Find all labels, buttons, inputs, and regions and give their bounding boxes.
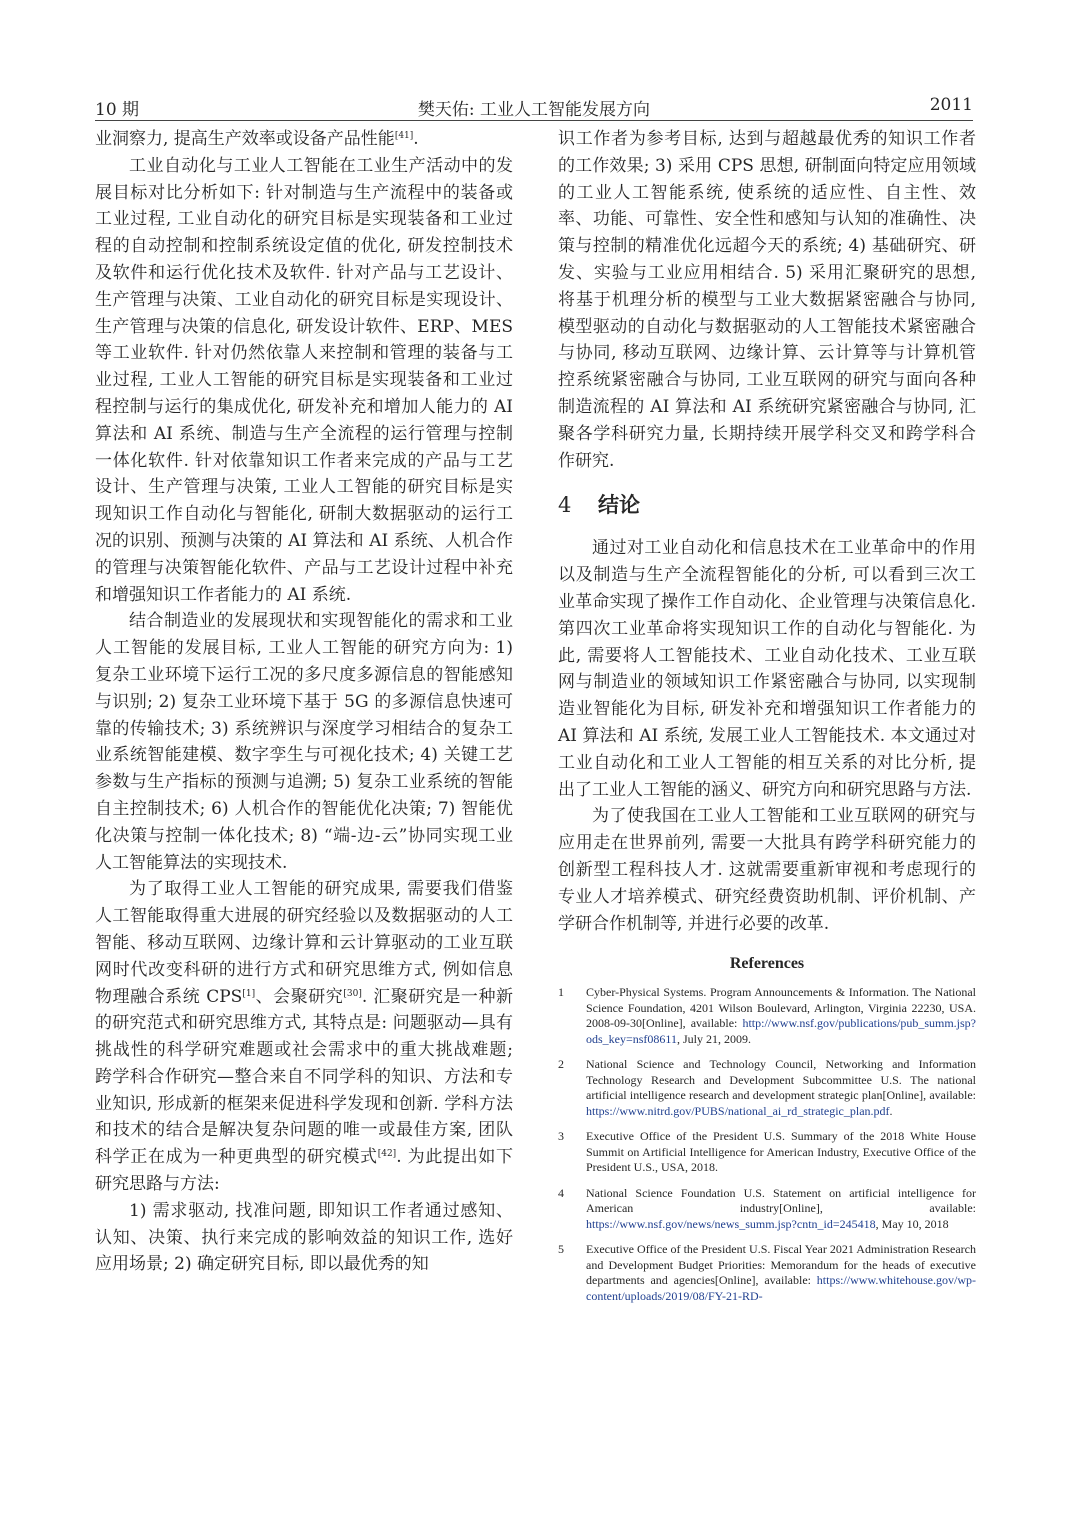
citation: [41] xyxy=(394,131,414,141)
reference-item: 3 Executive Office of the President U.S. Summary of the 2018 White House Summit on Artificial Intelligence for American Industry, Executive Office of the President U.S., USA, 2018. xyxy=(558,1129,976,1175)
reference-item: 4 National Science Foundation U.S. Statement on artificial intelligence for American industry[Online], available: https://www.nsf.gov/news/news_summ.jsp?cntn_id=245418, May 10, 2018 xyxy=(558,1185,976,1231)
reference-list xyxy=(558,985,976,1304)
paragraph: 结合制造业的发展现状和实现智能化的需求和工业人工智能的发展目标, 工业人工智能的研究方向为: 1) 复杂工业环境下运行工况的多尺度多源信息的智能感知与识别; 2) 复杂工业环境下基于 5G 的多源信息快速可靠的传输技术; 3) 系统辨识与深度学习相结合的复杂工业系统智能建模、数字孪生与可视化技术; 4) 关键工艺参数与生产指标的预测与追溯; 5) 复杂工业系统的智能自主控制技术; 6) 人机合作的智能优化决策; 7) 智能优化决策与控制一体化技术; 8) “端-边-云”协同实现工业人工智能算法的实现技术. xyxy=(95,611,513,873)
page-header xyxy=(95,95,973,119)
issue-label: 10 期 xyxy=(95,100,140,120)
section-title: 结论 xyxy=(598,492,640,518)
citation: [42] xyxy=(377,1149,397,1160)
paragraph: 通过对工业自动化和信息技术在工业革命中的作用以及制造与生产全流程智能化的分析, 可以看到三次工业革命实现了操作工作自动化、企业管理与决策信息化. 第四次工业革命将实现知识工作的自动化与智能化. 为此, 需要将人工智能技术、工业自动化技术、工业互联网与制造业的领域知识工作紧密融合与协同, 以实现制造业智能化为目标, 研发补充和增强知识工作者能力的 AI 算法和 AI 系统, 发展工业人工智能技术. 本文通过对工业自动化和工业人工智能的相互关系的对比分析, 提出了工业人工智能的涵义、研究方向和研究思路与方法. xyxy=(558,538,976,800)
reference-link[interactable]: https://www.nsf.gov/news/news_summ.jsp?cntn_id=245418 xyxy=(586,1216,876,1231)
reference-number: 2 xyxy=(558,1057,564,1072)
reference-link[interactable]: https://www.whitehouse.gov/wp-content/uploads/2019/08/FY-21-RD- xyxy=(586,1273,976,1303)
reference-number: 3 xyxy=(558,1129,564,1144)
left-column xyxy=(95,126,513,1278)
citation: [30] xyxy=(343,988,362,999)
section-number: 4 xyxy=(558,493,572,518)
reference-number: 5 xyxy=(558,1242,564,1257)
paragraph: 业洞察力, 提高生产效率或设备产品性能[41]. xyxy=(95,129,419,149)
section-heading xyxy=(558,483,976,527)
reference-number: 4 xyxy=(558,1185,564,1200)
citation: [1] xyxy=(242,988,256,999)
paragraph: 为了取得工业人工智能的研究成果, 需要我们借鉴人工智能取得重大进展的研究经验以及数据驱动的人工智能、移动互联网、边缘计算和云计算驱动的工业互联网时代改变科研的进行方式和研究思维方式, 例如信息物理融合系统 CPS[1]、会聚研究[30]. 汇聚研究是一种新的研究范式和研究思维方式, 其特点是: 问题驱动—具有挑战性的科学研究难题或社会需求中的重大挑战难题; 跨学科合作研究—整合来自不同学科的知识、方法和专业知识, 形成新的框架来促进科学发现和创新. 学科方法和技术的结合是解决复杂问题的唯一或最佳方案, 团队科学正在成为一种更典型的研究模式[42]. 为此提出如下研究思路与方法: xyxy=(95,879,514,1195)
paragraph: 识工作者为参考目标, 达到与超越最优秀的知识工作者的工作效果; 3) 采用 CPS 思想, 研制面向特定应用领域的工业人工智能系统, 使系统的适应性、自主性、效率、功能、可靠性、安全性和感知与认知的准确性、决策与控制的精准优化远超今天的系统; 4) 基础研究、研发、实验与工业应用相结合. 5) 采用汇聚研究的思想, 将基于机理分析的模型与工业大数据紧密融合与协同, 模型驱动的自动化与数据驱动的人工智能技术紧密融合与协同, 移动互联网、边缘计算、云计算等与计算机管控系统紧密融合与协同, 工业互联网的研究与面向各种制造流程的 AI 算法和 AI 系统研究紧密融合与协同, 汇聚各学科研究力量, 长期持续开展学科交叉和跨学科合作研究. xyxy=(558,129,976,471)
reference-link[interactable]: https://www.nitrd.gov/PUBS/national_ai_rd_strategic_plan.pdf xyxy=(586,1103,890,1118)
reference-number: 1 xyxy=(558,985,564,1000)
running-title: 樊天佑: 工业人工智能发展方向 xyxy=(417,100,651,120)
references-heading: References xyxy=(729,955,805,973)
reference-item: 1 Cyber-Physical Systems. Program Announcements & Information. The National Science Foundation, 4201 Wilson Boulevard, Arlington, Virginia 22230, USA. 2008-09-30[Online], available: http://www.nsf.gov/publications/pub_summ.jsp?ods_key=nsf08611, July 21, 2009. xyxy=(558,985,976,1046)
paragraph: 1) 需求驱动, 找准问题, 即知识工作者通过感知、认知、决策、执行来完成的影响效益的知识工作, 选好应用场景; 2) 确定研究目标, 即以最优秀的知 xyxy=(95,1200,513,1275)
page-number: 2011 xyxy=(929,95,973,115)
reference-item: 5 Executive Office of the President U.S. Fiscal Year 2021 Administration Research and Development Budget Priorities: Memorandum for the heads of executive departments and agencies[Online], available: https://www.whitehouse.gov/wp-content/uploads/2019/08/FY-21-RD- xyxy=(558,1242,976,1303)
paragraph: 为了使我国在工业人工智能和工业互联网的研究与应用走在世界前列, 需要一大批具有跨学科研究能力的创新型工程科技人才. 这就需要重新审视和考虑现行的专业人才培养模式、研究经费资助机制、评价机制、产学研合作机制等, 并进行必要的改革. xyxy=(558,806,976,934)
reference-item: 2 National Science and Technology Council, Networking and Information Technology Research and Development Subcommittee U.S. The national artificial intelligence research and development strategic plan[Online], available: https://www.nitrd.gov/PUBS/national_ai_rd_strategic_plan.pdf. xyxy=(558,1057,976,1118)
header-rule xyxy=(95,120,973,121)
paragraph: 工业自动化与工业人工智能在工业生产活动中的发展目标对比分析如下: 针对制造与生产流程中的装备或工业过程, 工业自动化的研究目标是实现装备和工业过程的自动控制和控制系统设定值的优化, 研发控制技术及软件和运行优化技术及软件. 针对产品与工艺设计、生产管理与决策、工业自动化的研究目标是实现设计、生产管理与决策的信息化, 研发设计软件、ERP、MES 等工业软件. 针对仍然依靠人来控制和管理的装备与工业过程, 工业人工智能的研究目标是实现装备和工业过程控制与运行的集成优化, 研发补充和增加人能力的 AI 算法和 AI 系统、制造与生产全流程的运行管理与控制一体化软件. 针对依靠知识工作者来完成的产品与工艺设计、生产管理与决策, 工业人工智能的研究目标是实现知识工作自动化与智能化, 研制大数据驱动的运行工况的识别、预测与决策的 AI 算法和 AI 系统、人机合作的管理与决策智能化软件、产品与工艺设计过程中补充和增强知识工作者能力的 AI 系统. xyxy=(95,155,513,605)
right-column xyxy=(558,126,976,1314)
reference-link[interactable]: http://www.nsf.gov/publications/pub_summ.jsp?ods_key=nsf08611 xyxy=(586,1016,976,1046)
